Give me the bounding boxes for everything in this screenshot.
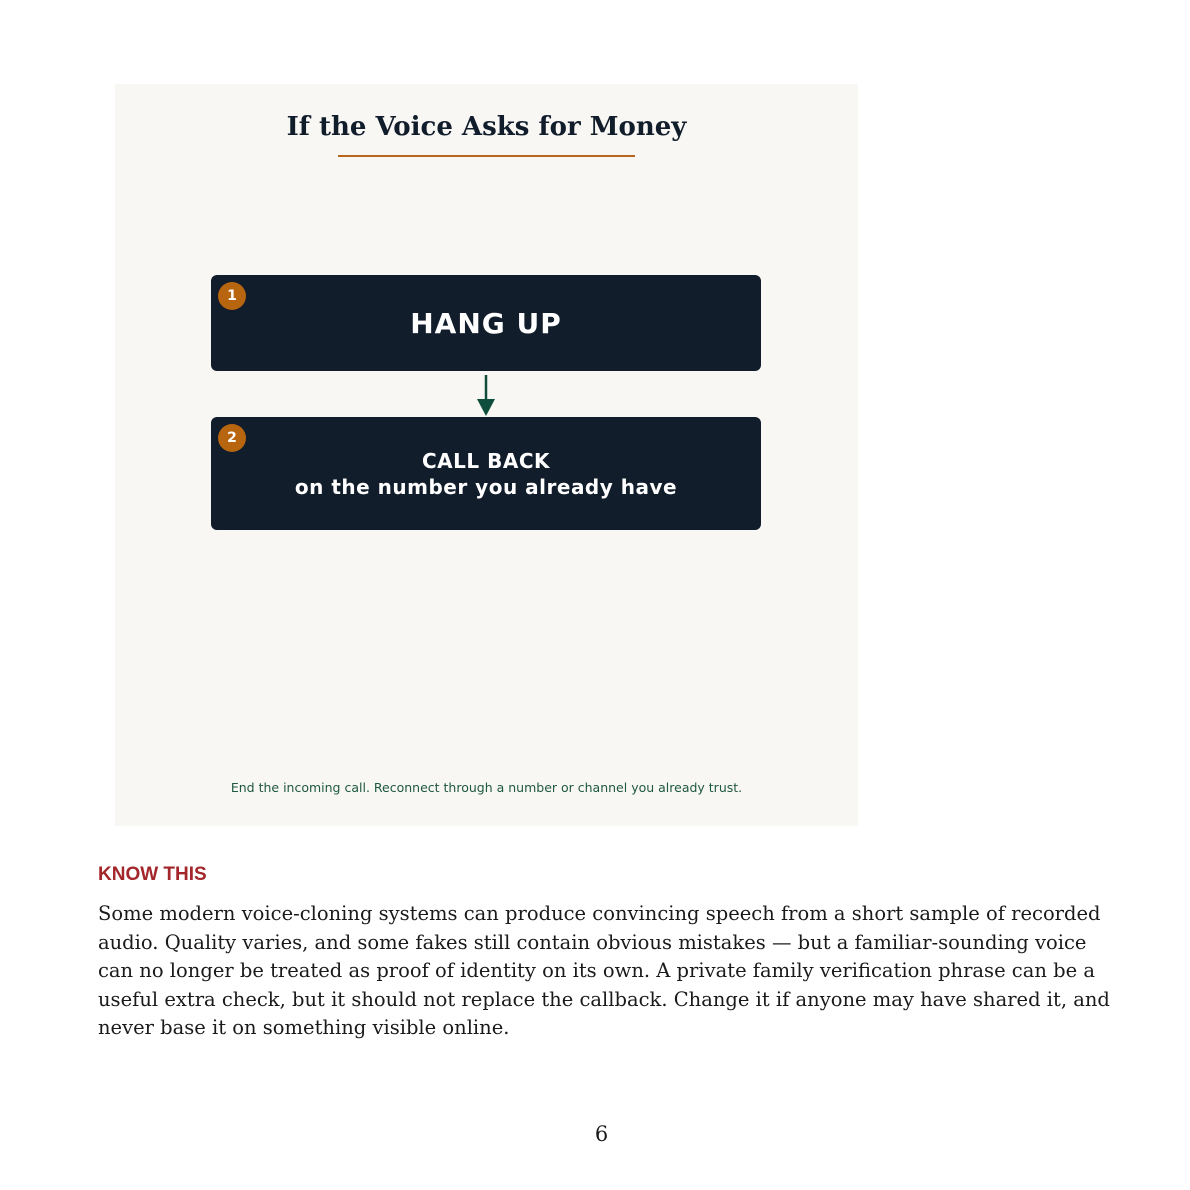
- step-label: CALL BACK: [421, 448, 550, 473]
- arrow-down-icon: [476, 375, 496, 417]
- step-hang-up: [211, 275, 761, 371]
- flowchart-figure: [115, 84, 858, 826]
- step-number-badge: 1: [218, 282, 246, 310]
- title-underline: [338, 155, 635, 157]
- know-this-body: Some modern voice-cloning systems can produce convincing speech from a short sample of recorded audio. Quality varies, and some fakes still contain obvious mistakes — but a familiar-sounding voice can no longer be treated as proof of identity on its own. A private family verification phrase can be a useful extra check, but it should not replace the callback. Change it if anyone may have shared it, and never base it on something visible online.: [98, 902, 1110, 1039]
- know-this-heading: KNOW THIS: [98, 864, 207, 885]
- figure-caption: End the incoming call. Reconnect through a number or channel you already trust.: [230, 780, 743, 795]
- step-label: HANG UP: [410, 306, 562, 340]
- step-call-back: [211, 417, 761, 530]
- step-number-badge: 2: [218, 424, 246, 452]
- page-number: 6: [594, 1122, 609, 1146]
- figure-title: If the Voice Asks for Money: [286, 112, 687, 142]
- step-sublabel: on the number you already have: [294, 474, 678, 499]
